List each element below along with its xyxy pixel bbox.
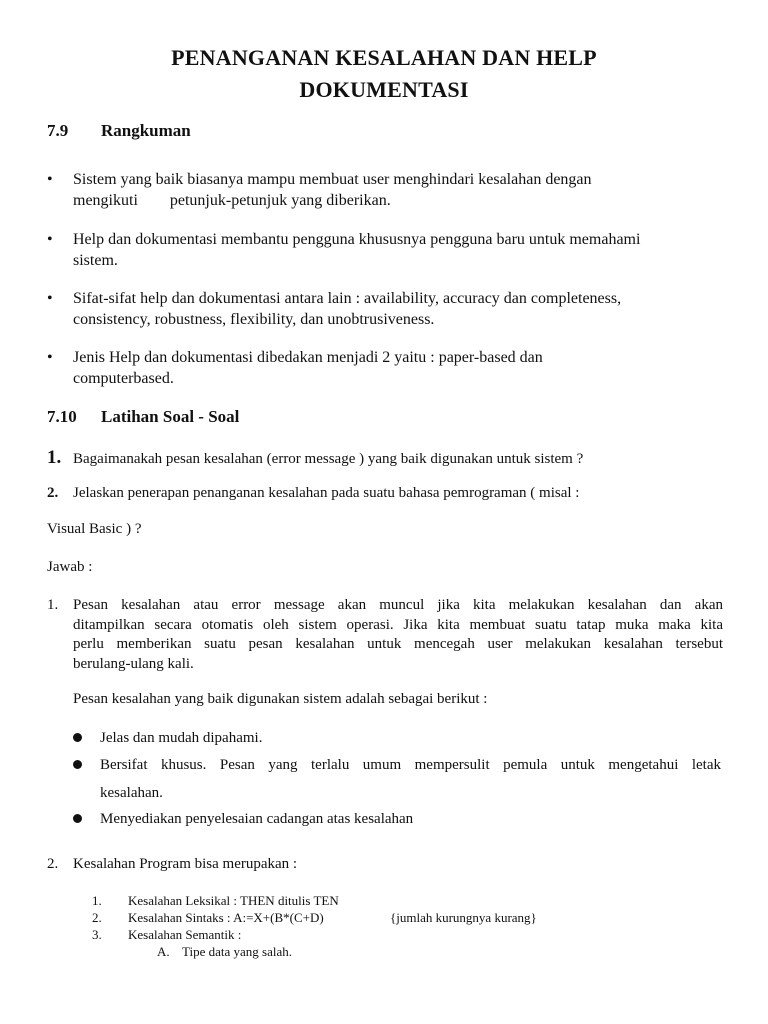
answer-point-text: Bersifat khusus. Pesan yang terlalu umum mempersulit pemula untuk mengetahui letak: [100, 757, 721, 773]
error-subitem-number: A.: [157, 944, 170, 959]
answer-line: Pesan kesalahan atau error message akan muncul jika kita melakukan kesalahan dan akan: [73, 597, 723, 613]
bullet-symbol: •: [47, 349, 53, 366]
bullet-symbol: •: [47, 231, 53, 248]
bullet-line: Jenis Help dan dokumentasi dibedakan menjadi 2 yaitu : paper-based dan: [73, 349, 543, 366]
bullet-line: Sistem yang baik biasanya mampu membuat user menghindari kesalahan dengan: [73, 171, 592, 188]
error-item-number: 3.: [92, 927, 102, 942]
answer-point-text: Jelas dan mudah dipahami.: [100, 730, 263, 746]
title-line-1: PENANGANAN KESALAHAN DAN HELP: [171, 45, 597, 70]
bullet-symbol: •: [47, 290, 53, 307]
question-text: Bagaimanakah pesan kesalahan (error message ) yang baik digunakan untuk sistem ?: [73, 451, 584, 467]
bullet-line: computerbased.: [73, 370, 174, 387]
question-number: 1.: [47, 447, 62, 468]
bullet-dot: [73, 760, 82, 769]
bullet-line: mengikuti petunjuk-petunjuk yang diberikan.: [73, 192, 391, 209]
error-item-text: Kesalahan Semantik :: [128, 927, 242, 942]
section-heading-rangkuman: [47, 121, 191, 141]
answer-number: 1.: [47, 597, 59, 613]
bullet-dot: [73, 814, 82, 823]
document-title: [60, 42, 708, 106]
section-title: Latihan Soal - Soal: [101, 407, 240, 426]
question-2: [47, 485, 579, 502]
answer-line: berulang-ulang kali.: [73, 655, 194, 672]
answer-1-intro: Pesan kesalahan yang baik digunakan sistem adalah sebagai berikut :: [73, 691, 488, 707]
answer-line: Kesalahan Program bisa merupakan :: [73, 856, 298, 872]
error-item-text: Kesalahan Leksikal : THEN ditulis TEN: [128, 893, 339, 908]
answer-number: 2.: [47, 856, 59, 872]
question-2-continuation: Visual Basic ) ?: [47, 521, 142, 537]
question-1: [47, 447, 583, 469]
bullet-line: sistem.: [73, 252, 118, 269]
answer-point-text: kesalahan.: [100, 785, 163, 801]
section-number: 7.9: [47, 121, 69, 140]
answers-label: Jawab :: [47, 559, 93, 575]
question-text: Jelaskan penerapan penanganan kesalahan pada suatu bahasa pemrograman ( misal :: [73, 485, 580, 501]
error-subitem-text: Tipe data yang salah.: [182, 944, 292, 959]
section-heading-latihan: [47, 407, 239, 427]
answer-line: ditampilkan secara otomatis oleh sistem operasi. Jika kita membuat suatu tatap muka maka kita: [73, 616, 723, 633]
question-number: 2.: [47, 485, 59, 501]
section-number: 7.10: [47, 407, 77, 426]
section-title: Rangkuman: [101, 121, 191, 140]
bullet-symbol: •: [47, 171, 53, 188]
bullet-line: Help dan dokumentasi membantu pengguna khususnya pengguna baru untuk memahami: [73, 231, 641, 248]
bullet-dot: [73, 733, 82, 742]
error-item-number: 1.: [92, 893, 102, 908]
error-item-number: 2.: [92, 910, 102, 925]
bullet-line: Sifat-sifat help dan dokumentasi antara lain : availability, accuracy dan completeness,: [73, 290, 622, 307]
answer-line: perlu memberikan suatu pesan kesalahan untuk mencegah user melakukan kesalahan tersebut: [73, 636, 723, 653]
answer-point-text: Menyediakan penyelesaian cadangan atas kesalahan: [100, 811, 414, 827]
title-line-2: DOKUMENTASI: [299, 77, 469, 102]
bullet-line: consistency, robustness, flexibility, dan unobtrusiveness.: [73, 311, 435, 328]
error-item-text: Kesalahan Sintaks : A:=X+(B*(C+D): [128, 910, 324, 925]
error-item-note: {jumlah kurungnya kurang}: [390, 910, 537, 925]
